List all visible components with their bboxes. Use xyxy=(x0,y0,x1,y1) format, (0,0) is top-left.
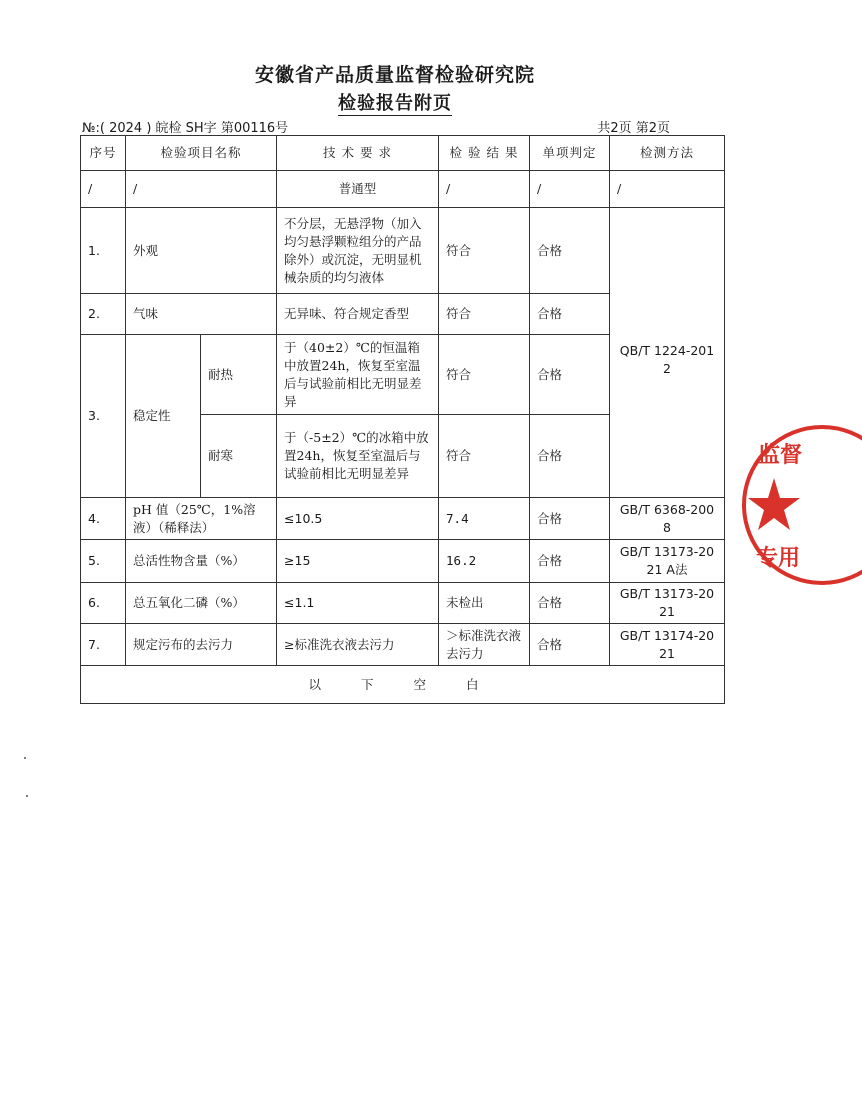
cell-no: 4. xyxy=(81,498,126,540)
cell-subitem: 耐寒 xyxy=(201,415,277,498)
cell-no: 3. xyxy=(81,335,126,498)
cell-result: 符合 xyxy=(439,415,530,498)
cell-method: QB/T 1224-2012 xyxy=(610,208,725,498)
cell-result: 7.4 xyxy=(439,498,530,540)
cell-requirement: ≥15 xyxy=(277,540,439,583)
cell-requirement: 于（40±2）℃的恒温箱中放置24h，恢复至室温后与试验前相比无明显差异 xyxy=(277,335,439,415)
table-row xyxy=(81,540,725,583)
col-header-item: 检验项目名称 xyxy=(126,136,277,171)
page-title-text: 检验报告附页 xyxy=(338,93,452,114)
cell-item: 外观 xyxy=(126,208,277,294)
inspection-table xyxy=(80,135,725,704)
col-header-requirement: 技 术 要 求 xyxy=(277,136,439,171)
cell-result: 符合 xyxy=(439,208,530,294)
seal-star-icon xyxy=(748,478,800,530)
table-row xyxy=(81,208,725,294)
cell-verdict: 合格 xyxy=(530,208,610,294)
page-title xyxy=(0,89,790,115)
table-row xyxy=(81,171,725,208)
cell-verdict: 合格 xyxy=(530,415,610,498)
cell-requirement: ≤10.5 xyxy=(277,498,439,540)
cell-result: 符合 xyxy=(439,335,530,415)
cell-no: 5. xyxy=(81,540,126,583)
seal-text-bottom: 专用 xyxy=(756,546,801,571)
cell-verdict: 合格 xyxy=(530,583,610,624)
table-header-row xyxy=(81,136,725,171)
cell-item: 总活性物含量（%） xyxy=(126,540,277,583)
cell-result: / xyxy=(439,171,530,208)
cell-item: 总五氧化二磷（%） xyxy=(126,583,277,624)
cell-method: GB/T 13173-2021 xyxy=(610,583,725,624)
cell-requirement: 普通型 xyxy=(277,171,439,208)
cell-method: / xyxy=(610,171,725,208)
cell-verdict: 合格 xyxy=(530,294,610,335)
cell-method: GB/T 6368-2008 xyxy=(610,498,725,540)
scan-speck xyxy=(24,757,26,759)
cell-requirement: ≤1.1 xyxy=(277,583,439,624)
cell-requirement: ≥标准洗衣液去污力 xyxy=(277,624,439,666)
cell-verdict: 合格 xyxy=(530,498,610,540)
cell-item: 气味 xyxy=(126,294,277,335)
cell-requirement: 无异味、符合规定香型 xyxy=(277,294,439,335)
cell-no: 6. xyxy=(81,583,126,624)
cell-item: 稳定性 xyxy=(126,335,201,498)
table-row xyxy=(81,498,725,540)
seal-ring xyxy=(744,427,862,583)
col-header-verdict: 单项判定 xyxy=(530,136,610,171)
cell-no: 1. xyxy=(81,208,126,294)
table-row xyxy=(81,583,725,624)
cell-item: pH 值（25℃，1%溶液）（稀释法） xyxy=(126,498,277,540)
cell-verdict: 合格 xyxy=(530,335,610,415)
cell-method: GB/T 13174-2021 xyxy=(610,624,725,666)
end-of-table-note: 以 下 空 白 xyxy=(81,666,725,704)
cell-item: 规定污布的去污力 xyxy=(126,624,277,666)
official-seal xyxy=(742,420,862,590)
cell-verdict: 合格 xyxy=(530,540,610,583)
cell-no: 2. xyxy=(81,294,126,335)
cell-result: 16.2 xyxy=(439,540,530,583)
page-info: 共2页 第2页 xyxy=(597,121,670,136)
cell-item: / xyxy=(126,171,277,208)
cell-verdict: 合格 xyxy=(530,624,610,666)
cell-requirement: 不分层，无悬浮物（加入均匀悬浮颗粒组分的产品除外）或沉淀，无明显机械杂质的均匀液体 xyxy=(277,208,439,294)
table-footer-row xyxy=(81,666,725,704)
col-header-no: 序号 xyxy=(81,136,126,171)
col-header-result: 检 验 结 果 xyxy=(439,136,530,171)
scan-speck xyxy=(26,795,28,797)
cell-method: GB/T 13173-2021 A法 xyxy=(610,540,725,583)
cell-result: 符合 xyxy=(439,294,530,335)
cell-result: ＞标准洗衣液去污力 xyxy=(439,624,530,666)
org-title: 安徽省产品质量监督检验研究院 xyxy=(254,64,535,86)
cell-no: / xyxy=(81,171,126,208)
table-row xyxy=(81,624,725,666)
cell-result: 未检出 xyxy=(439,583,530,624)
seal-text-top: 监督 xyxy=(758,443,803,468)
cell-subitem: 耐热 xyxy=(201,335,277,415)
cell-no: 7. xyxy=(81,624,126,666)
cell-requirement: 于（-5±2）℃的冰箱中放置24h，恢复至室温后与试验前相比无明显差异 xyxy=(277,415,439,498)
cell-verdict: / xyxy=(530,171,610,208)
report-number: №:( 2024 ) 皖检 SH字 第00116号 xyxy=(82,121,289,136)
col-header-method: 检测方法 xyxy=(610,136,725,171)
